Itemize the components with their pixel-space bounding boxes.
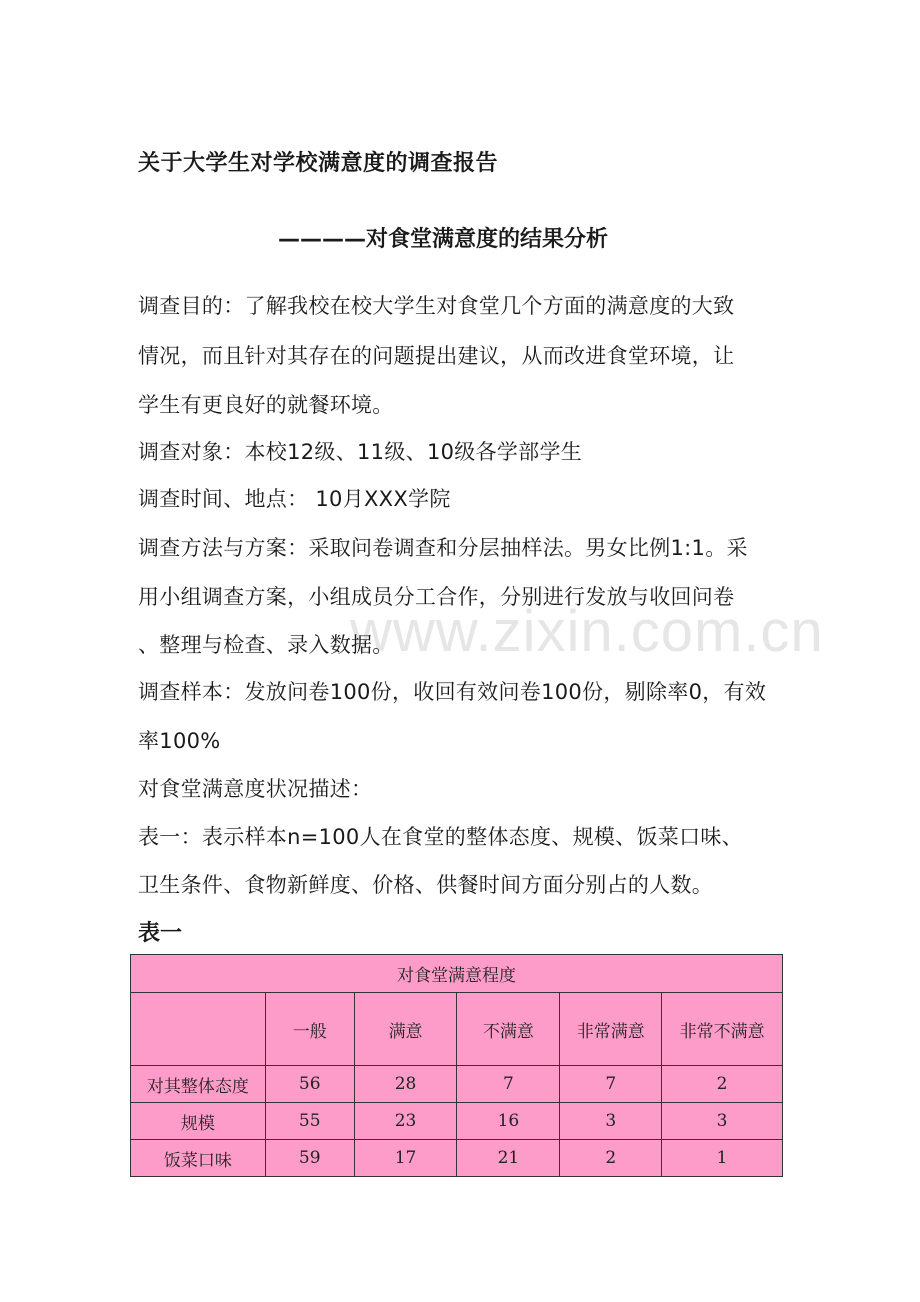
table-cell: 3 (560, 1103, 662, 1140)
table-cell: 23 (354, 1103, 457, 1140)
table-cell: 3 (662, 1103, 783, 1140)
paragraph-line: 率100% (138, 729, 221, 753)
table-row (131, 1140, 783, 1177)
table-cell: 55 (265, 1103, 354, 1140)
table-caption: 对食堂满意程度 (131, 955, 783, 993)
table-caption-row (131, 955, 783, 993)
table-cell: 28 (354, 1066, 457, 1103)
header-cell: 非常满意 (560, 993, 662, 1066)
table-cell: 7 (560, 1066, 662, 1103)
header-cell: 满意 (354, 993, 457, 1066)
report-title: 关于大学生对学校满意度的调查报告 (138, 151, 499, 176)
row-label: 饭菜口味 (131, 1140, 266, 1177)
paragraph-line: 情况，而且针对其存在的问题提出建议，从而改进食堂环境，让 (138, 344, 735, 368)
table-cell: 7 (457, 1066, 560, 1103)
table-cell: 2 (560, 1140, 662, 1177)
paragraph-line: 调查对象：本校12级、11级、10级各学部学生 (138, 440, 583, 464)
table-cell: 21 (457, 1140, 560, 1177)
paragraph-line: 表一：表示样本n=100人在食堂的整体态度、规模、饭菜口味、 (138, 825, 743, 849)
paragraph-line: 学生有更良好的就餐环境。 (138, 393, 394, 417)
watermark: www.zixin.com.cn (350, 599, 824, 664)
table-cell: 17 (354, 1140, 457, 1177)
table-label: 表一 (138, 921, 183, 946)
paragraph-line: 、整理与检查、录入数据。 (138, 633, 394, 657)
paragraph-line: 调查样本：发放问卷100份，收回有效问卷100份，剔除率0，有效 (138, 680, 767, 704)
row-label: 对其整体态度 (131, 1066, 266, 1103)
header-cell: 非常不满意 (662, 993, 783, 1066)
paragraph-line: 卫生条件、食物新鲜度、价格、供餐时间方面分别占的人数。 (138, 873, 714, 897)
table-cell: 59 (265, 1140, 354, 1177)
header-cell: 一般 (265, 993, 354, 1066)
paragraph-line: 调查目的：了解我校在校大学生对食堂几个方面的满意度的大致 (138, 294, 735, 318)
report-subtitle: ————对食堂满意度的结果分析 (278, 227, 609, 252)
table-row (131, 1066, 783, 1103)
paragraph-line: 用小组调查方案，小组成员分工合作，分别进行发放与收回问卷 (138, 585, 735, 609)
header-cell (131, 993, 266, 1066)
paragraph-line: 调查时间、地点： 10月XXX学院 (138, 487, 451, 511)
table-cell: 16 (457, 1103, 560, 1140)
header-cell: 不满意 (457, 993, 560, 1066)
table-cell: 2 (662, 1066, 783, 1103)
row-label: 规模 (131, 1103, 266, 1140)
table-row (131, 1103, 783, 1140)
satisfaction-table (130, 954, 783, 1177)
table-cell: 1 (662, 1140, 783, 1177)
table-cell: 56 (265, 1066, 354, 1103)
paragraph-line: 对食堂满意度状况描述： (138, 777, 373, 801)
paragraph-line: 调查方法与方案：采取问卷调查和分层抽样法。男女比例1:1。采 (138, 536, 748, 560)
table-header-row (131, 993, 783, 1066)
